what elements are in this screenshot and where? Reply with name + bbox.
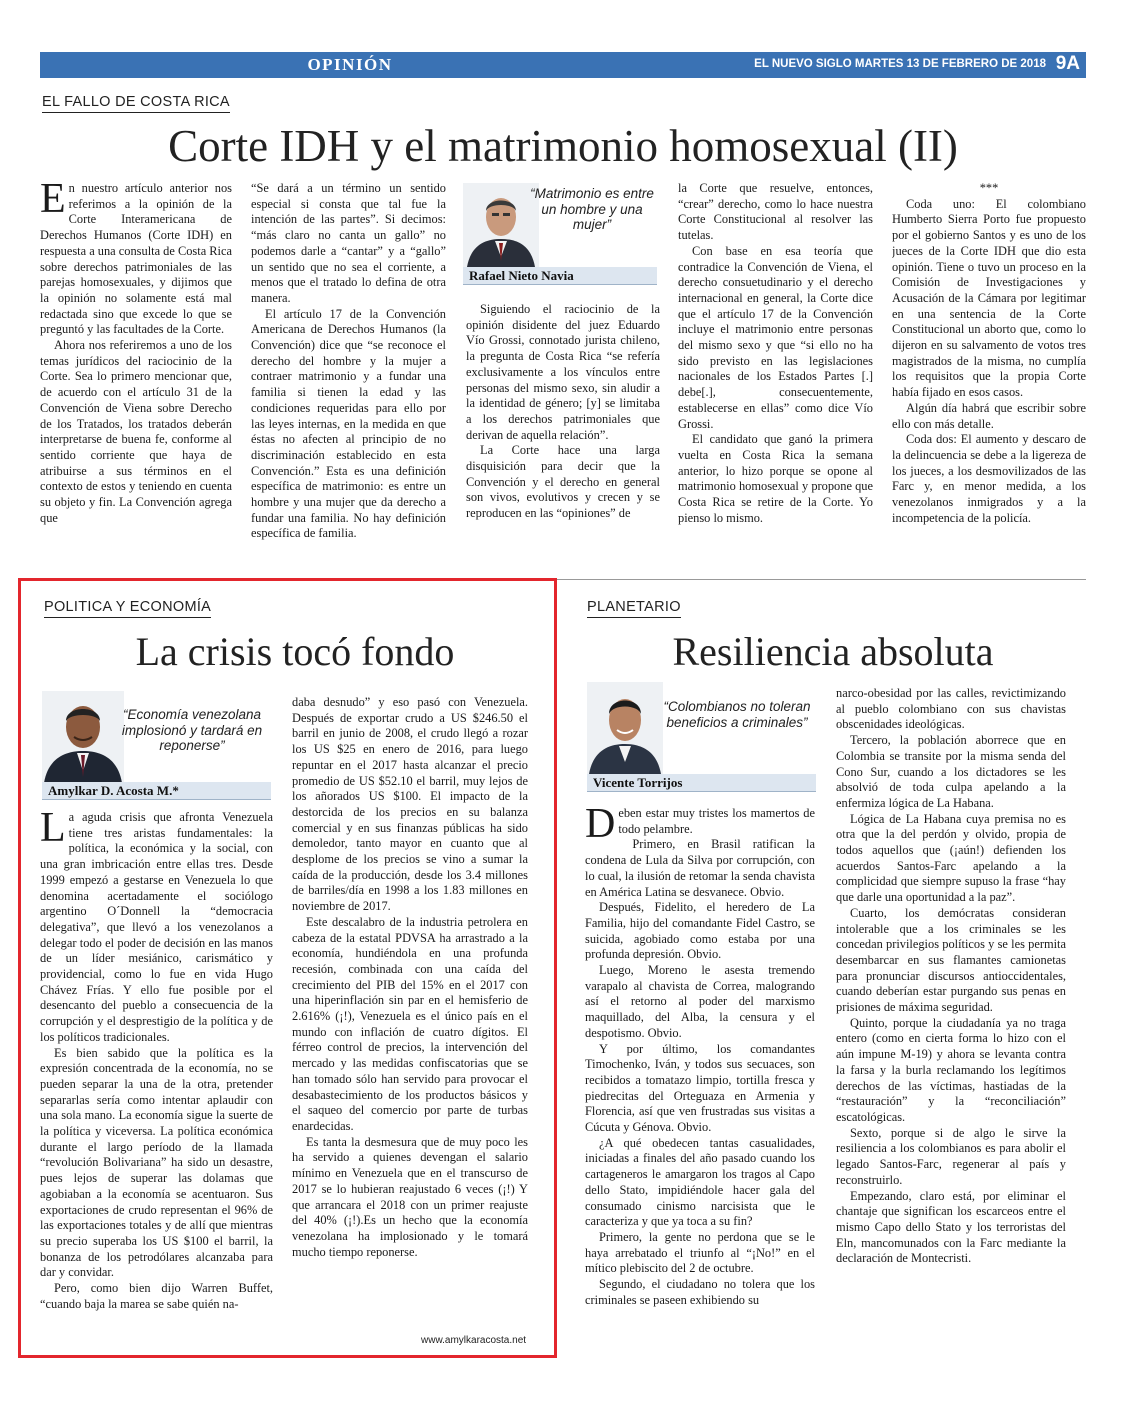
- article1-author-byline: Rafael Nieto Navia: [463, 267, 657, 285]
- paragraph: Es bien sabido que la política es la expresión concentrada de la economía, no se pueden separar la una de la otra, pretender separarlas sería como intentar aplaudir con una sola mano. La economía sigue la suerte de la política y viceversa. La política económica durante el largo período de la llamada “revolución Bolivariana” ha sido un desastre, pues lejos de superar las dolamas que agobiaban a la economía se acentuaron. Sus exportaciones de crudo representan el 96% de las exportaciones totales y de allí que mientras su precio superaba los US $100 el barril, la bonanza de los petrodólares alcanzaba para dar y convidar.: [40, 1045, 273, 1280]
- author-photo-acosta: [42, 691, 124, 783]
- paragraph: Con base en esa teoría que contradice la Convención de Viena, el derecho consuetudinario y el derecho internacional en general, la Corte dice que el artículo 17 de la Convención incluye el matrimonio entre personas del mismo sexo y que “si ello no ha sido previsto en las legislaciones nacionales de los Estados Partes [.] debe[.], consecuentemente, establecerse en ellas” como dice Vío Grossi.: [678, 243, 873, 431]
- paragraph: Deben estar muy tristes los mamertos de todo pelambre.: [585, 806, 815, 847]
- paragraph: Quinto, porque la ciudadanía ya no traga entero (como en cierta forma lo hizo con el aún impune M-19) y ahora se levanta contra la farsa y la burla reclamando los legítimos derechos de las víctimas, hastiadas de la “restauración” y la “reconciliación” escatológicas.: [836, 1015, 1066, 1124]
- paragraph: daba desnudo” y eso pasó con Venezuela. Después de exportar crudo a US $246.50 el barril en junio de 2008, el crudo llegó a rozar los US $25 en enero de 2016, para luego repuntar en el 2017 hasta alcanzar el precio promedio de US $52.10 el barril, muy lejos de los añorados US $100. El impacto de la destorcida de los precios en su balanza comercial y en sus finanzas públicas ha sido demoledor, tanto mayor en cuanto que al desplome de los precios se vino a sumar la caída de la producción, desde los 3.4 millones de barriles/día en 1998 a los 1.83 millones en noviembre de 2017.: [292, 695, 528, 914]
- paragraph: Lógica de La Habana cuya premisa no es otra que la del perdón y olvido, propia de todos aquellos que (¡aún!) defienden los acuerdos Santos-Farc apelando a la complicidad que siempre supuso la frase “hay que darle una oportunidad a la paz”.: [836, 811, 1066, 905]
- article1-kicker: EL FALLO DE COSTA RICA: [42, 94, 230, 113]
- article2-column-2: [292, 695, 528, 1331]
- article2-kicker: POLITICA Y ECONOMÍA: [44, 599, 211, 618]
- article2-title[interactable]: La crisis tocó fondo: [135, 629, 455, 674]
- author-photo-torrijos: [587, 682, 663, 774]
- paragraph: la Corte que resuelve, entonces, “crear” derecho, como lo hace nuestra Corte Constitucional al resolver las tutelas.: [678, 181, 873, 243]
- paragraph: El artículo 17 de la Convención Americana de Derechos Humanos (la Convención) dice que “se reconoce el derecho del hombre y la mujer a contraer matrimonio y a fundar una familia si tienen la edad y las condiciones requeridas para ello por las leyes internas, en la medida en que éstas no afecten al principio de no discriminación establecido en esta Convención.” Esta es una definición específica de matrimonio: es entre un hombre y una mujer que da derecho a fundar una familia. No hay definición específica de familia.: [251, 306, 446, 541]
- paragraph: “Se dará a un término un sentido especial si consta que tal fue la intención de las partes”. Si decimos: “más claro no canta un gallo” no podemos darle a “cantar” y a “gallo” un sentido que no sea el corriente, a menos que el tratado lo defina de otra manera.: [251, 181, 446, 305]
- article3-pull-quote: “Colombianos no toleran beneficios a criminales”: [663, 699, 811, 730]
- paragraph: Siguiendo el raciocinio de la opinión disidente del juez Eduardo Vío Grossi, connotado jurista chileno, la pregunta de Costa Rica “se refería exclusivamente a los vínculos entre personas del mismo sexo, sin aludir a la identidad de género; [y] se limitaba a los derechos patrimoniales que derivan de aquella relación”.: [466, 302, 660, 442]
- article3-kicker: PLANETARIO: [587, 599, 681, 618]
- paragraph: Primero, la gente no perdona que se le haya arrebatado el triunfo al “¡No!” en el mítico plebiscito del 2 de octubre.: [585, 1229, 815, 1276]
- article1-column-3: [466, 302, 660, 567]
- paragraph: Luego, Moreno le asesta tremendo varapalo al chavista de Correa, malogrando así el retorno al poder del marxismo maquillado, del Alba, la censura y el despotismo. Obvio.: [585, 963, 815, 1040]
- paragraph: Algún día habrá que escribir sobre ello con más detalle.: [892, 400, 1086, 431]
- paragraph: Este descalabro de la industria petrolera en cabeza de la estatal PDVSA ha arrastrado a la economía, hundiéndola en una profunda recesión, combinada con una caída del crecimiento del PIB del 15% en el 2017 con una hiperinflación sin par en el hemisferio de 2.616% (¡!), Venezuela es el único país en el mundo con inflación de cuatro dígitos. El férreo control de precios, la intervención del mercado y las medidas confiscatorias que se han tomado sólo han servido para provocar el desabastecimiento de los productos básicos y el saqueo del comercio por parte de turbas enardecidas.: [292, 914, 528, 1133]
- article1-pull-quote: “Matrimonio es entre un hombre y una mujer”: [530, 186, 654, 232]
- article1-column-2: [251, 181, 446, 567]
- newspaper-date: EL NUEVO SIGLO MARTES 13 DE FEBRERO DE 2018: [754, 58, 1046, 70]
- paragraph: El candidato que ganó la primera vuelta en Costa Rica la semana anterior, lo hizo porque se opone al matrimonio homosexual y propone que Costa Rica se retire de la Corte. Yo pienso lo mismo.: [678, 432, 873, 525]
- paragraph: La aguda crisis que afronta Venezuela tiene tres aristas fundamentales: la política, la económica y la social, con una gran imbricación entre ellas tres. Desde 1999 empezó a gestarse en Venezuela lo que denomina acertadamente el sociólogo argentino O´Donnell la “democracia delegativa”, que llevó a los venezolanos a delegar todo el poder de decisión en las manos de un líder mesiánico, carismático y providencial, como lo fue en vida Hugo Chávez Frías. Y ello fue posible por el desencanto del pueblo a consecuencia de la corrupción y el desprestigio de la política y de los políticos tradicionales.: [40, 810, 273, 1044]
- paragraph: Empezando, claro está, por eliminar el chantaje que significan los escarceos entre el mismo Capo dello Stato y los terroristas del Eln, mancomunados con la Farc mediante la declaración de Montecristi.: [836, 1188, 1066, 1266]
- article3-author-byline: Vicente Torrijos: [587, 774, 816, 792]
- paragraph: Coda uno: El colombiano Humberto Sierra Porto fue propuesto por el gobierno Santos y es uno de los jueces de la Corte IDH que dio esta opinión. Tiene o tuvo un proceso en la Comisión de Investigaciones y Acusación de la Cámara por legitimar en una sentencia de la Corte Constitucional un aborto que, como lo dijeron en su salvamento de votos tres magistrados de la misma, no cumplía los requisitos que la propia Corte había fijado en esos casos.: [892, 196, 1086, 400]
- section-name: OPINIÓN: [307, 55, 393, 74]
- paragraph: Es tanta la desmesura que de muy poco les ha servido a quienes devengan el salario mínimo en Venezuela que en el transcurso de 2017 se lo hubieran reajustado 6 veces (¡!) Y que arrancara el 2018 con un primer reajuste del 40% (¡!).Es un hecho que la economía venezolana ha implosionado y le tomará mucho tiempo reponerse.: [292, 1134, 528, 1259]
- article2-column-1: [40, 810, 273, 1346]
- separator-stars: ***: [979, 181, 999, 195]
- paragraph: Segundo, el ciudadano no tolera que los criminales se paseen exhibiendo su: [585, 1277, 815, 1307]
- paragraph: Coda dos: El aumento y descaro de la delincuencia se debe a la ligereza de los jueces, a los desmovilizados de las Farc y, en menor medida, a los venezolanos inmigrados y a la incompetencia de la policía.: [892, 432, 1086, 525]
- paragraph: Sexto, porque si de algo le sirve la resiliencia a los colombianos es para abolir el legado Santos-Farc, regenerar al país y reconstruirlo.: [836, 1125, 1066, 1187]
- article1-column-5: [892, 181, 1086, 567]
- paragraph: Después, Fidelito, el heredero de La Familia, hijo del comandante Fidel Castro, se suicida, agobiado como estaba por una profunda depresión. Obvio.: [585, 900, 815, 962]
- article3-title[interactable]: Resiliencia absoluta: [672, 629, 994, 674]
- article1-column-4: [678, 181, 873, 567]
- article2-author-byline: Amylkar D. Acosta M.*: [42, 782, 271, 800]
- paragraph: En nuestro artículo anterior nos referimos a la opinión de la Corte Interamericana de Derechos Humanos (Corte IDH) en respuesta a una consulta de Costa Rica sobre derechos patrimoniales de las parejas homosexuales, y dijimos que la opinión no solamente está mal redactada sino que excede lo que se preguntó y las facultades de la Corte.: [40, 181, 232, 337]
- author-website[interactable]: www.amylkaracosta.net: [421, 1335, 527, 1346]
- article1-column-1: [40, 181, 232, 567]
- paragraph: narco-obesidad por las calles, revictimizando al pueblo colombiano con sus chavistas obscenidades ideológicas.: [836, 686, 1066, 732]
- article2-pull-quote: “Economía venezolana implosionó y tardará en reponerse”: [121, 707, 263, 753]
- paragraph: ¿A qué obedecen tantas casualidades, iniciadas a finales del año pasado cuando los cartageneros le amargaron los tragos al Capo dello Stato, impidiéndole hacer gala del consumado cinismo narcisista que le caracteriza y que ya toca a su fin?: [585, 1135, 815, 1229]
- paragraph: Ahora nos referiremos a uno de los temas jurídicos del raciocinio de la Corte. Sea lo primero mencionar que, de acuerdo con el artículo 31 de la Convención de Viena sobre Derecho de los Tratados, los tratados deberán interpretarse de buena fe, conforme al sentido corriente que haya de atribuirse a sus términos en el contexto de estos y teniendo en cuenta su objeto y fin. La Convención agrega que: [40, 338, 232, 525]
- article3-column-1: [585, 806, 815, 1346]
- page-number: 9A: [1055, 53, 1080, 74]
- paragraph: La Corte hace una larga disquisición para decir que la Convención y el derecho en general son vivos, evolutivos y crecen y se reproducen en las “opiniones” de: [466, 443, 660, 521]
- paragraph: Y por último, los comandantes Timochenko, Iván, y todos sus secuaces, son recibidos a tomatazo limpio, tortilla fresca y piedrecitas del Orteguaza en Armenia y Florencia, así que ven frustradas sus visitas a Cúcuta y Génova. Obvio.: [585, 1041, 815, 1135]
- page-header-bar: [40, 52, 1086, 78]
- paragraph: Cuarto, los demócratas consideran intolerable que a los criminales se les concedan privilegios políticos y se les permita desembarcar en sus flamantes camionetas para pronunciar discursos antioccidentales, cuando deberían estar purgando sus penas en prisiones de máxima seguridad.: [836, 905, 1066, 1015]
- article1-title[interactable]: Corte IDH y el matrimonio homosexual (II): [168, 121, 958, 171]
- paragraph: Pero, como bien dijo Warren Buffet, “cuando baja la marea se sabe quién na-: [40, 1281, 273, 1311]
- paragraph: Primero, en Brasil ratifican la condena de Lula da Silva por corrupción, con lo cual, la ilusión de retomar la senda chavista en América Latina se desvanece. Obvio.: [585, 837, 815, 899]
- paragraph: Tercero, la población aborrece que en Colombia se transite por la misma senda del Cono Sur, cuando a los dictadores se les absolvió de toda culpa apelando a la enfermiza lógica de La Habana.: [836, 733, 1066, 810]
- article3-column-2: [836, 686, 1066, 1348]
